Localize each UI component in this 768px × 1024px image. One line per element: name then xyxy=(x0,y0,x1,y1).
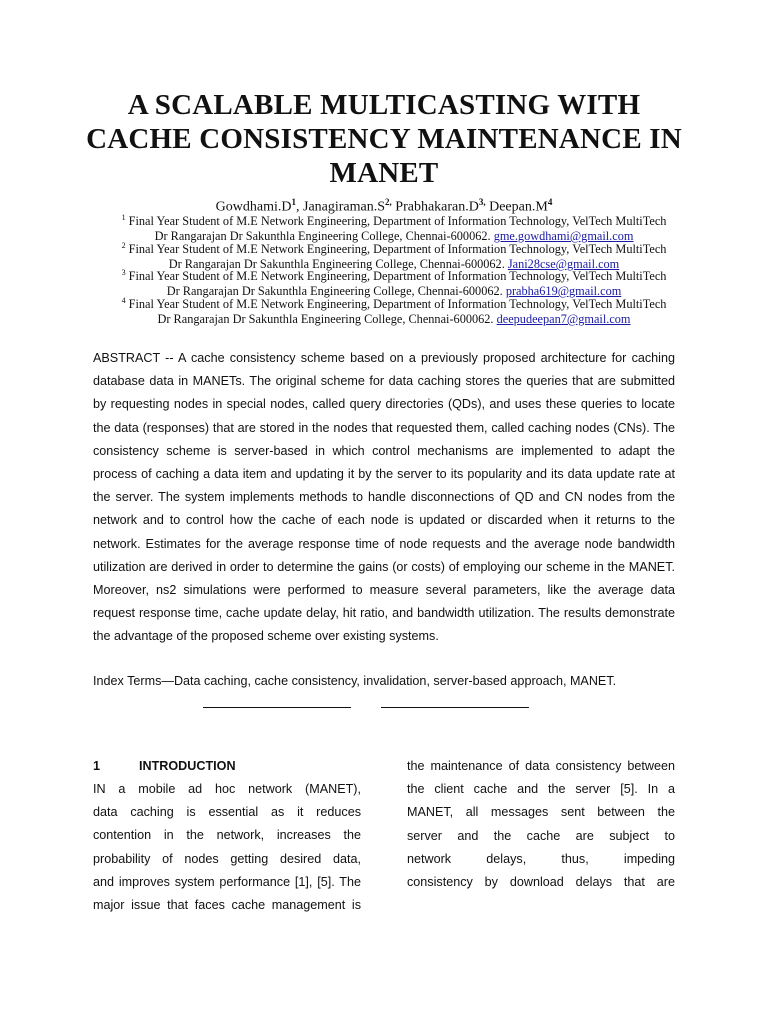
abstract-paragraph: ABSTRACT -- A cache consistency scheme based on a previously proposed architecture for caching database data in MANETs. The original scheme for data caching stores the queries that are submitted by requesting nodes in special nodes, called query directories (QDs), and uses these queries to locate the data (responses) that are stored in the nodes that requested them, called caching nodes (CNs). The consistency scheme is server-based in which control mechanisms are implemented to adapt the process of caching a data item and updating it by the server to its popularity and its data update rate at the server. The system implements methods to handle disconnections of QD and CN nodes from the network and to control how the cache of each node is updated or discarded when it returns to the network. Estimates for the average response time of node requests and the average node bandwidth utilization are derived in order to determine the gains (or costs) of employing our scheme in the MANET. Moreover, ns2 simulations were performed to measure several parameters, like the average data request response time, cache update delay, hit ratio, and bandwidth utilization. The results demonstrate the advantage of the proposed scheme over existing systems. xyxy=(93,351,675,644)
title-line-1: A SCALABLE MULTICASTING WITH xyxy=(127,89,641,121)
text-line: probability of nodes getting desired data, xyxy=(93,851,361,866)
text-line: the client cache and the server [5]. In a xyxy=(407,782,675,797)
author-separator: , xyxy=(296,199,303,215)
text-line: consistency by download delays that are xyxy=(407,874,675,889)
affiliation-line: Dr Rangarajan Dr Sakunthla Engineering College, Chennai-600062. xyxy=(168,257,508,272)
affiliation-superscript: 3 xyxy=(121,268,126,277)
author-superscript: 3, xyxy=(478,197,486,207)
section-heading xyxy=(93,757,236,775)
author-name: Prabhakaran.D xyxy=(395,199,479,215)
author-superscript: 1 xyxy=(291,197,296,207)
separator-rule-right xyxy=(381,707,529,708)
separator-rule-left xyxy=(203,707,351,708)
text-line: and improves system performance [1], [5]. The xyxy=(93,874,361,889)
text-line: the maintenance of data consistency between xyxy=(407,759,675,773)
right-column-text xyxy=(407,755,675,894)
author-superscript: 4 xyxy=(547,197,553,207)
index-terms: Index Terms—Data caching, cache consistency, invalidation, server-based approach, MANET. xyxy=(93,674,617,688)
affiliation-line: Final Year Student of M.E Network Engineering, Department of Information Technology, VelTech MultiTech xyxy=(128,269,667,284)
text-line: contention in the network, increases the xyxy=(93,828,361,843)
text-line: major issue that faces cache management is xyxy=(93,897,361,912)
affiliation-4 xyxy=(84,293,704,327)
email-link[interactable]: prabha619@gmail.com xyxy=(505,284,622,299)
text-line: network delays, thus, impeding xyxy=(407,851,675,866)
text-line: MANET, all messages sent between the xyxy=(407,805,675,820)
left-column-text xyxy=(93,778,361,917)
affiliation-line: Dr Rangarajan Dr Sakunthla Engineering College, Chennai-600062. xyxy=(154,229,494,244)
author-name: Deepan.M xyxy=(489,199,548,215)
text-line: server and the cache are subject to xyxy=(407,828,675,843)
affiliation-superscript: 2 xyxy=(121,241,126,250)
affiliation-line: Final Year Student of M.E Network Engineering, Department of Information Technology, VelTech MultiTech xyxy=(128,214,667,229)
email-link[interactable]: gme.gowdhami@gmail.com xyxy=(493,229,634,244)
section-title: INTRODUCTION xyxy=(139,759,236,773)
author-name: Gowdhami.D xyxy=(215,199,292,215)
author-superscript: 2, xyxy=(385,197,392,207)
email-link[interactable]: deepudeepan7@gmail.com xyxy=(496,312,631,327)
affiliation-line: Final Year Student of M.E Network Engineering, Department of Information Technology, VelTech MultiTech xyxy=(128,297,667,312)
author-name: Janagiraman.S xyxy=(303,199,386,215)
title-line-2: CACHE CONSISTENCY MAINTENANCE IN xyxy=(86,123,682,155)
paper-title xyxy=(60,88,708,190)
affiliation-superscript: 1 xyxy=(121,213,126,222)
text-line: IN a mobile ad hoc network (MANET), xyxy=(93,782,361,796)
affiliation-line: Dr Rangarajan Dr Sakunthla Engineering College, Chennai-600062. xyxy=(157,312,497,327)
affiliation-line: Dr Rangarajan Dr Sakunthla Engineering College, Chennai-600062. xyxy=(166,284,506,299)
section-number: 1 xyxy=(93,759,101,773)
affiliation-superscript: 4 xyxy=(121,296,126,305)
affiliation-line: Final Year Student of M.E Network Engineering, Department of Information Technology, VelTech MultiTech xyxy=(128,242,667,257)
title-line-3: MANET xyxy=(329,157,439,189)
email-link[interactable]: Jani28cse@gmail.com xyxy=(507,257,620,272)
text-line: data caching is essential as it reduces xyxy=(93,805,361,820)
